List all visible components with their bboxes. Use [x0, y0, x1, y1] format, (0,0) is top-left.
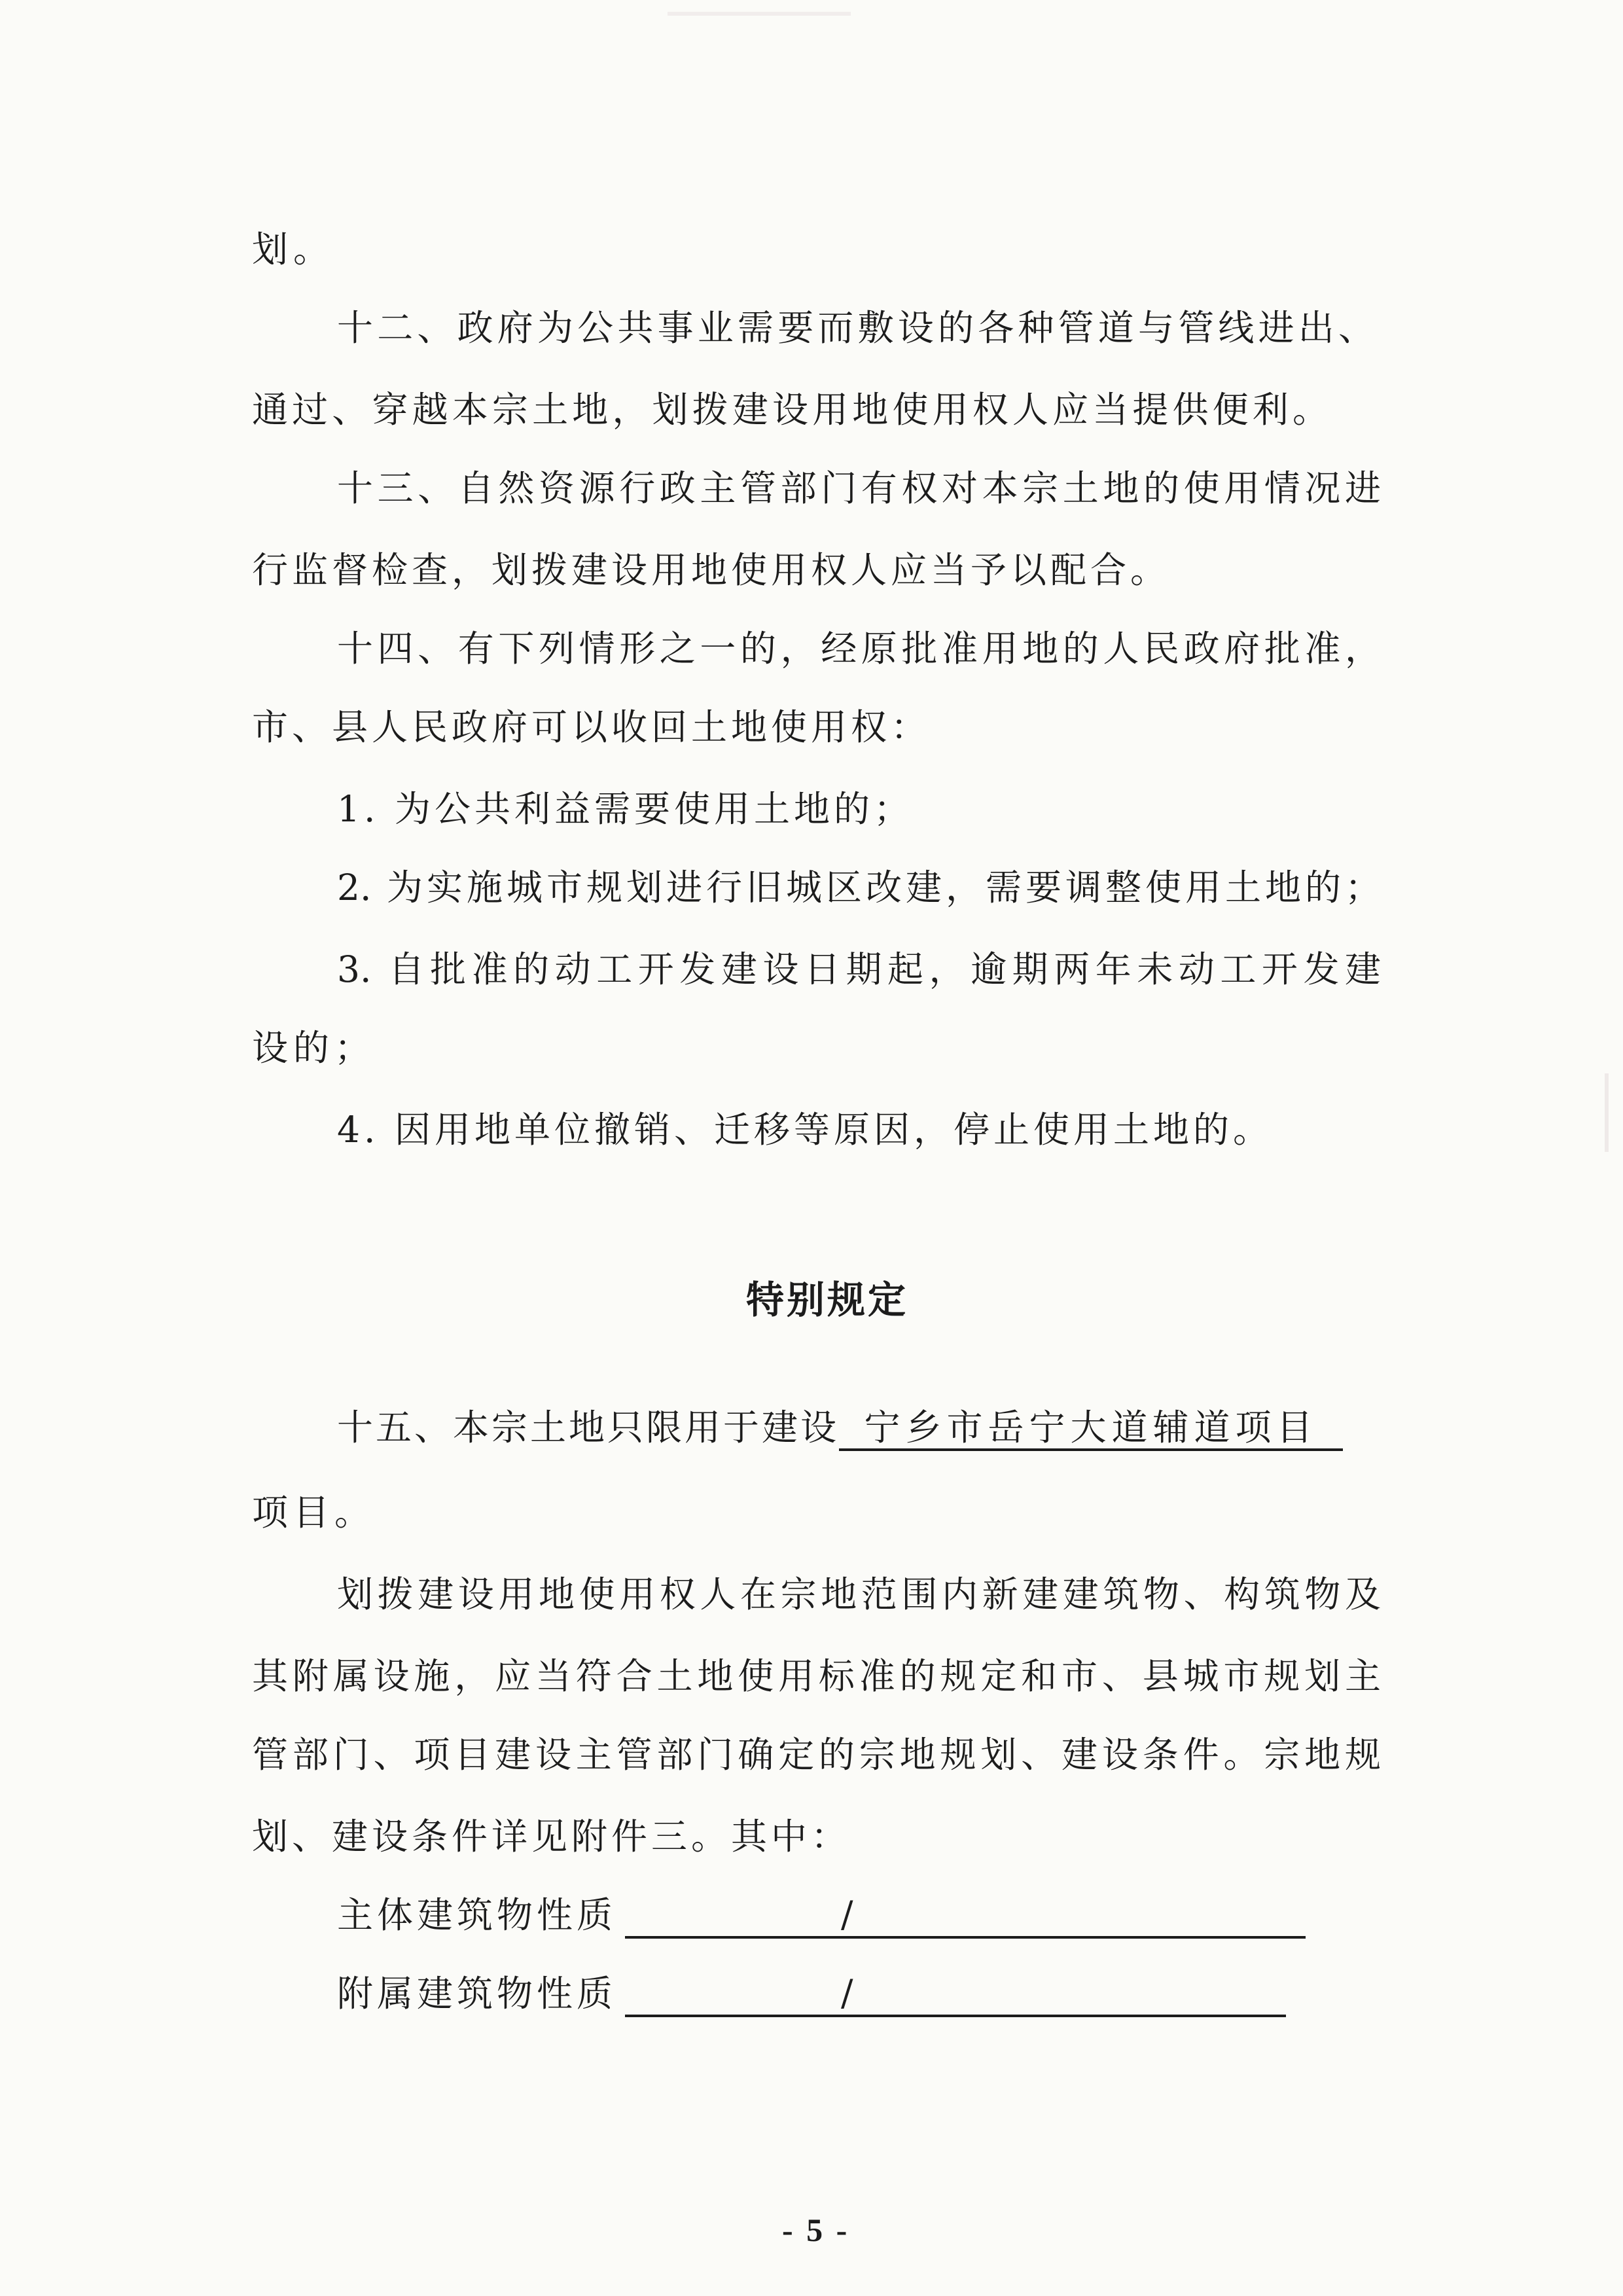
body-line: 划拨建设用地使用权人在宗地范围内新建建筑物、构筑物及 — [337, 1573, 1381, 1615]
clause-13: 十三、自然资源行政主管部门有权对本宗土地的使用情况进 — [337, 467, 1381, 509]
clause-15-prefix: 十五、本宗土地只限用于建设 — [337, 1407, 840, 1448]
scan-artifact — [1605, 1073, 1609, 1152]
project-name-field: 宁乡市岳宁大道辅道项目 — [839, 1407, 1343, 1451]
body-line: 市、县人民政府可以收回土地使用权： — [252, 706, 931, 748]
clause-12: 十二、政府为公共事业需要而敷设的各种管道与管线进出、 — [337, 307, 1374, 349]
list-item-2: 2. 为实施城市规划进行旧城区改建，需要调整使用土地的； — [337, 867, 1381, 908]
body-line: 划。 — [252, 228, 335, 270]
clause-14: 十四、有下列情形之一的，经原批准用地的人民政府批准， — [337, 628, 1381, 670]
field-label-main-building: 主体建筑物性质 — [337, 1894, 617, 1936]
body-line: 行监督检查，划拨建设用地使用权人应当予以配合。 — [252, 549, 1171, 591]
main-building-nature-value: / — [841, 1893, 853, 1935]
body-line: 划、建设条件详见附件三。其中： — [252, 1816, 851, 1857]
list-item-3: 3. 自批准的动工开发建设日期起，逾期两年未动工开发建 — [337, 948, 1381, 990]
page-number: - 5 - — [782, 2212, 850, 2248]
main-building-nature-field — [625, 1893, 1306, 1939]
section-heading: 特别规定 — [746, 1278, 909, 1322]
body-line: 通过、穿越本宗土地，划拨建设用地使用权人应当提供便利。 — [252, 389, 1329, 431]
clause-15 — [337, 1404, 1343, 1451]
body-line: 设的； — [252, 1027, 376, 1069]
scan-artifact — [668, 12, 851, 16]
auxiliary-building-nature-value: / — [841, 1972, 853, 2014]
body-line: 项目。 — [252, 1492, 376, 1534]
field-label-auxiliary-building: 附属建筑物性质 — [337, 1973, 617, 2015]
body-line: 其附属设施，应当符合土地使用标准的规定和市、县城市规划主 — [252, 1655, 1381, 1697]
list-item-1: 1. 为公共利益需要使用土地的； — [337, 788, 914, 830]
list-item-4: 4. 因用地单位撤销、迁移等原因，停止使用土地的。 — [337, 1109, 1273, 1151]
body-line: 管部门、项目建设主管部门确定的宗地规划、建设条件。宗地规 — [252, 1734, 1381, 1776]
auxiliary-building-nature-field — [625, 1972, 1286, 2017]
